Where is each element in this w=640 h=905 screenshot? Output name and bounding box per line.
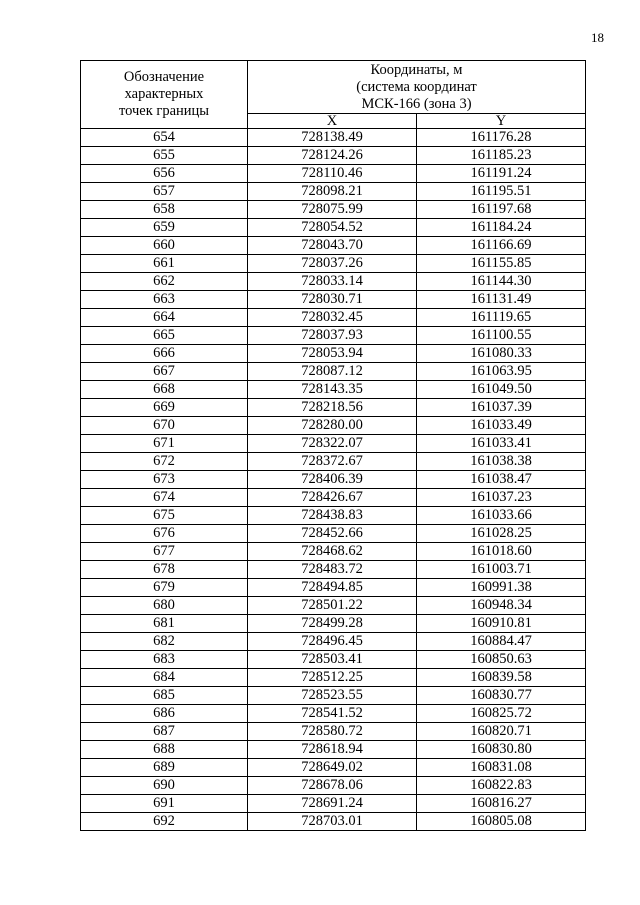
y-coordinate-cell: 160948.34 — [417, 597, 586, 615]
x-coordinate-cell: 728075.99 — [248, 201, 417, 219]
point-number-cell: 656 — [81, 165, 248, 183]
point-number-cell: 660 — [81, 237, 248, 255]
table-row — [81, 129, 586, 147]
coords-header-line: (система координат — [356, 78, 477, 95]
y-coordinate-cell: 160825.72 — [417, 705, 586, 723]
x-coordinate-cell: 728124.26 — [248, 147, 417, 165]
x-coordinate-cell: 728468.62 — [248, 543, 417, 561]
point-number-cell: 665 — [81, 327, 248, 345]
point-number-cell: 678 — [81, 561, 248, 579]
x-coordinate-cell: 728580.72 — [248, 723, 417, 741]
y-coordinate-cell: 160830.80 — [417, 741, 586, 759]
table-row — [81, 165, 586, 183]
x-coordinate-cell: 728406.39 — [248, 471, 417, 489]
y-coordinate-cell: 161131.49 — [417, 291, 586, 309]
x-coordinate-cell: 728541.52 — [248, 705, 417, 723]
y-coordinate-cell: 160831.08 — [417, 759, 586, 777]
y-coordinate-cell: 161197.68 — [417, 201, 586, 219]
point-number-cell: 670 — [81, 417, 248, 435]
table-row — [81, 651, 586, 669]
x-coordinate-cell: 728426.67 — [248, 489, 417, 507]
point-number-cell: 691 — [81, 795, 248, 813]
point-number-cell: 687 — [81, 723, 248, 741]
point-number-cell: 664 — [81, 309, 248, 327]
x-coordinate-cell: 728452.66 — [248, 525, 417, 543]
y-coordinate-cell: 161038.38 — [417, 453, 586, 471]
y-coordinate-cell: 161049.50 — [417, 381, 586, 399]
point-number-cell: 655 — [81, 147, 248, 165]
table-header — [81, 61, 586, 129]
point-number-cell: 680 — [81, 597, 248, 615]
table-row — [81, 561, 586, 579]
x-coordinate-cell: 728618.94 — [248, 741, 417, 759]
y-coordinate-cell: 160910.81 — [417, 615, 586, 633]
y-coordinate-cell: 161003.71 — [417, 561, 586, 579]
x-coordinate-cell: 728054.52 — [248, 219, 417, 237]
table-row — [81, 705, 586, 723]
point-number-cell: 686 — [81, 705, 248, 723]
point-number-cell: 676 — [81, 525, 248, 543]
y-coordinate-cell: 160850.63 — [417, 651, 586, 669]
table-row — [81, 525, 586, 543]
table-row — [81, 741, 586, 759]
y-coordinate-cell: 161166.69 — [417, 237, 586, 255]
table-row — [81, 471, 586, 489]
table-row — [81, 723, 586, 741]
point-number-cell: 681 — [81, 615, 248, 633]
point-number-cell: 679 — [81, 579, 248, 597]
x-coordinate-cell: 728523.55 — [248, 687, 417, 705]
y-coordinate-cell: 160839.58 — [417, 669, 586, 687]
point-number-cell: 661 — [81, 255, 248, 273]
x-coordinate-cell: 728483.72 — [248, 561, 417, 579]
point-header-line: характерных — [124, 86, 204, 102]
x-coordinate-cell: 728087.12 — [248, 363, 417, 381]
y-coordinate-cell: 161100.55 — [417, 327, 586, 345]
y-coordinate-cell: 161155.85 — [417, 255, 586, 273]
point-number-cell: 657 — [81, 183, 248, 201]
y-coordinate-cell: 161063.95 — [417, 363, 586, 381]
table-row — [81, 507, 586, 525]
y-coordinate-cell: 161033.49 — [417, 417, 586, 435]
x-coordinate-cell: 728372.67 — [248, 453, 417, 471]
y-column-header: Y — [417, 114, 586, 129]
point-number-cell: 662 — [81, 273, 248, 291]
y-coordinate-cell: 161018.60 — [417, 543, 586, 561]
y-coordinate-cell: 161028.25 — [417, 525, 586, 543]
table-row — [81, 183, 586, 201]
y-coordinate-cell: 161176.28 — [417, 129, 586, 147]
point-number-cell: 682 — [81, 633, 248, 651]
table-row — [81, 309, 586, 327]
x-coordinate-cell: 728494.85 — [248, 579, 417, 597]
x-coordinate-cell: 728030.71 — [248, 291, 417, 309]
table-row — [81, 399, 586, 417]
y-coordinate-cell: 161033.41 — [417, 435, 586, 453]
point-number-cell: 688 — [81, 741, 248, 759]
table-row — [81, 597, 586, 615]
x-coordinate-cell: 728098.21 — [248, 183, 417, 201]
x-coordinate-cell: 728043.70 — [248, 237, 417, 255]
point-number-cell: 669 — [81, 399, 248, 417]
table-row — [81, 795, 586, 813]
point-number-cell: 677 — [81, 543, 248, 561]
point-number-cell: 672 — [81, 453, 248, 471]
table-row — [81, 417, 586, 435]
point-number-cell: 666 — [81, 345, 248, 363]
y-coordinate-cell: 160805.08 — [417, 813, 586, 831]
x-coordinate-cell: 728499.28 — [248, 615, 417, 633]
x-coordinate-cell: 728033.14 — [248, 273, 417, 291]
x-coordinate-cell: 728512.25 — [248, 669, 417, 687]
point-number-cell: 668 — [81, 381, 248, 399]
x-coordinate-cell: 728218.56 — [248, 399, 417, 417]
table-row — [81, 435, 586, 453]
y-coordinate-cell: 160830.77 — [417, 687, 586, 705]
table-row — [81, 633, 586, 651]
point-number-cell: 673 — [81, 471, 248, 489]
point-number-cell: 659 — [81, 219, 248, 237]
table-row — [81, 345, 586, 363]
point-number-cell: 692 — [81, 813, 248, 831]
x-coordinate-cell: 728501.22 — [248, 597, 417, 615]
x-coordinate-cell: 728703.01 — [248, 813, 417, 831]
y-coordinate-cell: 161144.30 — [417, 273, 586, 291]
table-row — [81, 813, 586, 831]
point-number-cell: 674 — [81, 489, 248, 507]
point-number-cell: 654 — [81, 129, 248, 147]
y-coordinate-cell: 161037.23 — [417, 489, 586, 507]
x-coordinate-cell: 728053.94 — [248, 345, 417, 363]
y-coordinate-cell: 161185.23 — [417, 147, 586, 165]
table-row — [81, 579, 586, 597]
x-coordinate-cell: 728649.02 — [248, 759, 417, 777]
point-number-cell: 671 — [81, 435, 248, 453]
point-designation-header — [81, 61, 248, 129]
point-number-cell: 675 — [81, 507, 248, 525]
point-header-line: Обозначение — [123, 69, 205, 85]
x-coordinate-cell: 728678.06 — [248, 777, 417, 795]
point-number-cell: 690 — [81, 777, 248, 795]
x-column-header: X — [248, 114, 417, 129]
y-coordinate-cell: 161033.66 — [417, 507, 586, 525]
table-body — [81, 129, 586, 831]
x-coordinate-cell: 728037.93 — [248, 327, 417, 345]
table-row — [81, 489, 586, 507]
x-coordinate-cell: 728037.26 — [248, 255, 417, 273]
y-coordinate-cell: 160822.83 — [417, 777, 586, 795]
table-row — [81, 687, 586, 705]
y-coordinate-cell: 160991.38 — [417, 579, 586, 597]
x-coordinate-cell: 728322.07 — [248, 435, 417, 453]
page-number: 18 — [591, 30, 604, 45]
y-coordinate-cell: 161037.39 — [417, 399, 586, 417]
table-row — [81, 201, 586, 219]
table-row — [81, 219, 586, 237]
x-coordinate-cell: 728438.83 — [248, 507, 417, 525]
table-row — [81, 273, 586, 291]
table-row — [81, 669, 586, 687]
y-coordinate-cell: 161038.47 — [417, 471, 586, 489]
table-row — [81, 759, 586, 777]
table-row — [81, 543, 586, 561]
y-coordinate-cell: 160884.47 — [417, 633, 586, 651]
y-coordinate-cell: 161195.51 — [417, 183, 586, 201]
point-number-cell: 658 — [81, 201, 248, 219]
coordinates-header — [248, 61, 586, 114]
table-row — [81, 381, 586, 399]
point-number-cell: 667 — [81, 363, 248, 381]
y-coordinate-cell: 161119.65 — [417, 309, 586, 327]
boundary-points-table — [80, 60, 586, 831]
y-coordinate-cell: 160820.71 — [417, 723, 586, 741]
table-row — [81, 255, 586, 273]
x-coordinate-cell: 728138.49 — [248, 129, 417, 147]
point-number-cell: 683 — [81, 651, 248, 669]
point-number-cell: 689 — [81, 759, 248, 777]
x-coordinate-cell: 728110.46 — [248, 165, 417, 183]
coords-header-line: МСК-166 (зона 3) — [361, 95, 472, 112]
y-coordinate-cell: 160816.27 — [417, 795, 586, 813]
table-row — [81, 291, 586, 309]
table-row — [81, 147, 586, 165]
x-coordinate-cell: 728691.24 — [248, 795, 417, 813]
x-coordinate-cell: 728496.45 — [248, 633, 417, 651]
y-coordinate-cell: 161080.33 — [417, 345, 586, 363]
point-number-cell: 685 — [81, 687, 248, 705]
x-coordinate-cell: 728280.00 — [248, 417, 417, 435]
table-row — [81, 615, 586, 633]
coords-header-line: Координаты, м — [370, 61, 463, 78]
x-coordinate-cell: 728032.45 — [248, 309, 417, 327]
point-header-line: точек границы — [118, 103, 210, 119]
table-row — [81, 237, 586, 255]
y-coordinate-cell: 161184.24 — [417, 219, 586, 237]
point-number-cell: 663 — [81, 291, 248, 309]
table-row — [81, 363, 586, 381]
x-coordinate-cell: 728503.41 — [248, 651, 417, 669]
table-row — [81, 327, 586, 345]
table-row — [81, 777, 586, 795]
y-coordinate-cell: 161191.24 — [417, 165, 586, 183]
x-coordinate-cell: 728143.35 — [248, 381, 417, 399]
table-row — [81, 453, 586, 471]
point-number-cell: 684 — [81, 669, 248, 687]
